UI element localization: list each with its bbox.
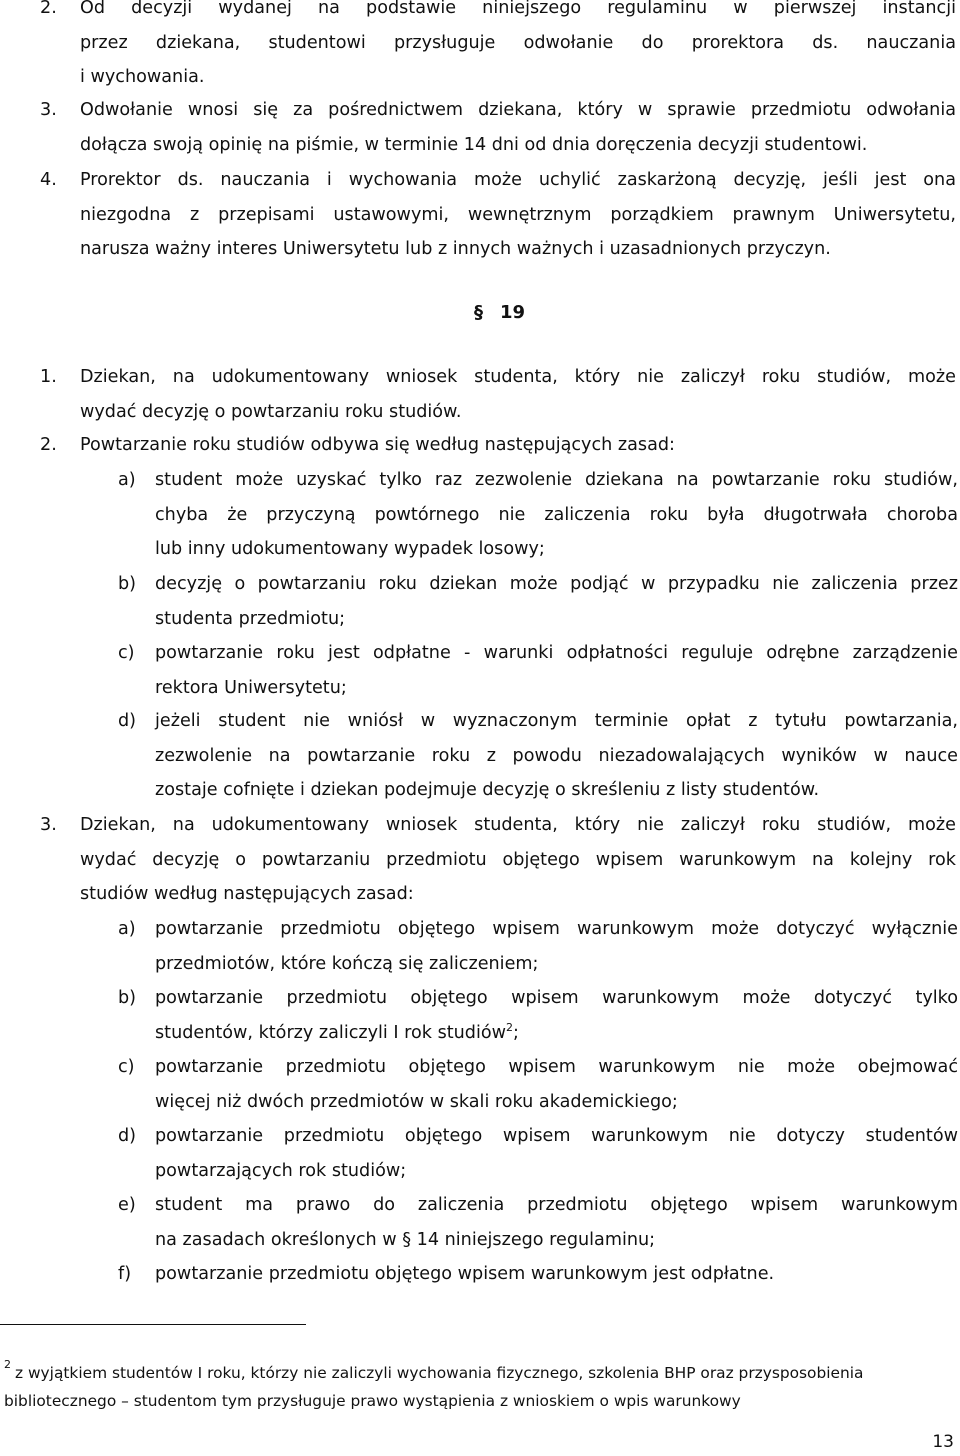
text-line: studenta przedmiotu; <box>155 608 346 629</box>
text-line: wydać decyzję o powtarzaniu przedmiotu objętego wpisem warunkowym na kolejny rok <box>80 849 956 870</box>
text-line: jeżeli student nie wniósł w wyznaczonym terminie opłat z tytułu powtarzania, <box>155 711 958 731</box>
section-heading <box>474 296 525 330</box>
item-text <box>80 0 956 95</box>
sub-text <box>155 981 958 1050</box>
text-line: powtarzanie przedmiotu objętego wpisem warunkowym nie może obejmować <box>155 1057 958 1077</box>
text-line: powtarzanie przedmiotu objętego wpisem warunkowym może dotyczyć wyłącznie <box>155 919 958 939</box>
item-text <box>80 360 956 429</box>
text-line: chyba że przyczyną powtórnego nie zaliczenia roku była długotrwała choroba <box>155 504 958 525</box>
text-line: powtarzających rok studiów; <box>155 1160 407 1181</box>
text-line: studiów według następujących zasad: <box>80 884 414 904</box>
text-line: powtarzanie przedmiotu objętego wpisem warunkowym jest odpłatne. <box>155 1264 775 1284</box>
text-fragment: studentów, którzy zaliczyli I rok studiów <box>155 1022 506 1043</box>
text-line: powtarzanie roku jest odpłatne - warunki odpłatności reguluje odrębne zarządzenie <box>155 643 958 663</box>
text-line: i wychowania. <box>80 67 205 87</box>
text-line: przedmiotów, które kończą się zaliczeniem; <box>155 953 539 974</box>
sub-letter: f) <box>118 1264 132 1284</box>
text-line: rektora Uniwersytetu; <box>155 677 347 698</box>
text-line: zezwolenie na powtarzanie roku z powodu niezadowalających wyników w nauce <box>155 745 958 766</box>
text-line: wydać decyzję o powtarzaniu roku studiów. <box>80 401 462 422</box>
sub-letter: b) <box>118 988 137 1008</box>
text-line: student ma prawo do zaliczenia przedmiotu objętego wpisem warunkowym <box>155 1195 958 1215</box>
footnote-reference[interactable]: 2 <box>506 1020 513 1034</box>
sub-text <box>155 1050 958 1119</box>
sub-text <box>155 1257 958 1292</box>
footnote-text: z wyjątkiem studentów I roku, którzy nie zaliczyli wychowania fizycznego, szkolenia BHP oraz przysposobienia <box>15 1364 864 1383</box>
text-line: więcej niż dwóch przedmiotów w skali roku akademickiego; <box>155 1091 678 1112</box>
text-line: Prorektor ds. nauczania i wychowania może uchylić zaskarżoną decyzję, jeśli jest ona <box>80 170 956 190</box>
section-sign: § <box>474 302 483 323</box>
footnote-separator <box>0 1324 306 1325</box>
item-number: 2. <box>40 435 57 455</box>
text-line: Od decyzji wydanej na podstawie niniejszego regulaminu w pierwszej instancji <box>80 0 956 18</box>
text-line: Dziekan, na udokumentowany wniosek studenta, który nie zaliczył roku studiów, może <box>80 815 956 835</box>
sub-letter: d) <box>118 1126 137 1146</box>
item-text <box>80 808 956 912</box>
sub-text <box>155 1188 958 1257</box>
text-line: Odwołanie wnosi się za pośrednictwem dziekana, który w sprawie przedmiotu odwołania <box>80 100 956 120</box>
sub-letter: a) <box>118 919 136 939</box>
item-number: 2. <box>40 0 57 18</box>
sub-letter: a) <box>118 470 136 490</box>
text-line: student może uzyskać tylko raz zezwolenie dziekana na powtarzanie roku studiów, <box>155 470 958 490</box>
item-text <box>80 428 956 463</box>
sub-text <box>155 1119 958 1188</box>
text-line: powtarzanie przedmiotu objętego wpisem warunkowym nie dotyczy studentów <box>155 1126 958 1146</box>
footnote-marker: 2 <box>4 1358 11 1371</box>
sub-text <box>155 567 958 636</box>
text-line: zostaje cofnięte i dziekan podejmuje decyzję o skreśleniu z listy studentów. <box>155 780 820 800</box>
text-line: na zasadach określonych w § 14 niniejszego regulaminu; <box>155 1229 656 1250</box>
text-line: lub inny udokumentowany wypadek losowy; <box>155 539 545 559</box>
item-number: 4. <box>40 170 57 190</box>
text-line: niezgodna z przepisami ustawowymi, wewnętrznym porządkiem prawnym Uniwersytetu, <box>80 204 956 225</box>
item-number: 3. <box>40 815 57 835</box>
text-line: Dziekan, na udokumentowany wniosek studenta, który nie zaliczył roku studiów, może <box>80 367 956 387</box>
footnote <box>4 1355 954 1415</box>
sub-text <box>155 912 958 981</box>
sub-text <box>155 636 958 705</box>
sub-text <box>155 463 958 567</box>
text-line: Powtarzanie roku studiów odbywa się według następujących zasad: <box>80 435 675 455</box>
sub-letter: c) <box>118 643 135 663</box>
text-line <box>155 1016 958 1051</box>
sub-text <box>155 704 958 808</box>
text-line: narusza ważny interes Uniwersytetu lub z innych ważnych i uzasadnionych przyczyn. <box>80 239 831 259</box>
sub-letter: e) <box>118 1195 136 1215</box>
section-number: 19 <box>500 302 526 323</box>
item-number: 3. <box>40 100 57 120</box>
text-fragment: ; <box>513 1022 519 1043</box>
sub-letter: c) <box>118 1057 135 1077</box>
footnote-line <box>4 1358 864 1383</box>
sub-letter: d) <box>118 711 137 731</box>
text-line: powtarzanie przedmiotu objętego wpisem warunkowym może dotyczyć tylko <box>155 988 958 1008</box>
item-text <box>80 93 956 162</box>
footnote-text: bibliotecznego – studentom tym przysługuje prawo wystąpienia z wnioskiem o wpis warunkowy <box>4 1392 741 1411</box>
text-line: przez dziekana, studentowi przysługuje odwołanie do prorektora ds. nauczania <box>80 32 956 53</box>
page-number: 13 <box>932 1432 954 1452</box>
item-text <box>80 163 956 267</box>
text-line: dołącza swoją opinię na piśmie, w terminie 14 dni od dnia doręczenia decyzji studentowi. <box>80 134 868 155</box>
text-line: decyzję o powtarzaniu roku dziekan może podjąć w przypadku nie zaliczenia przez <box>155 574 958 594</box>
sub-letter: b) <box>118 574 137 594</box>
item-number: 1. <box>40 367 57 387</box>
